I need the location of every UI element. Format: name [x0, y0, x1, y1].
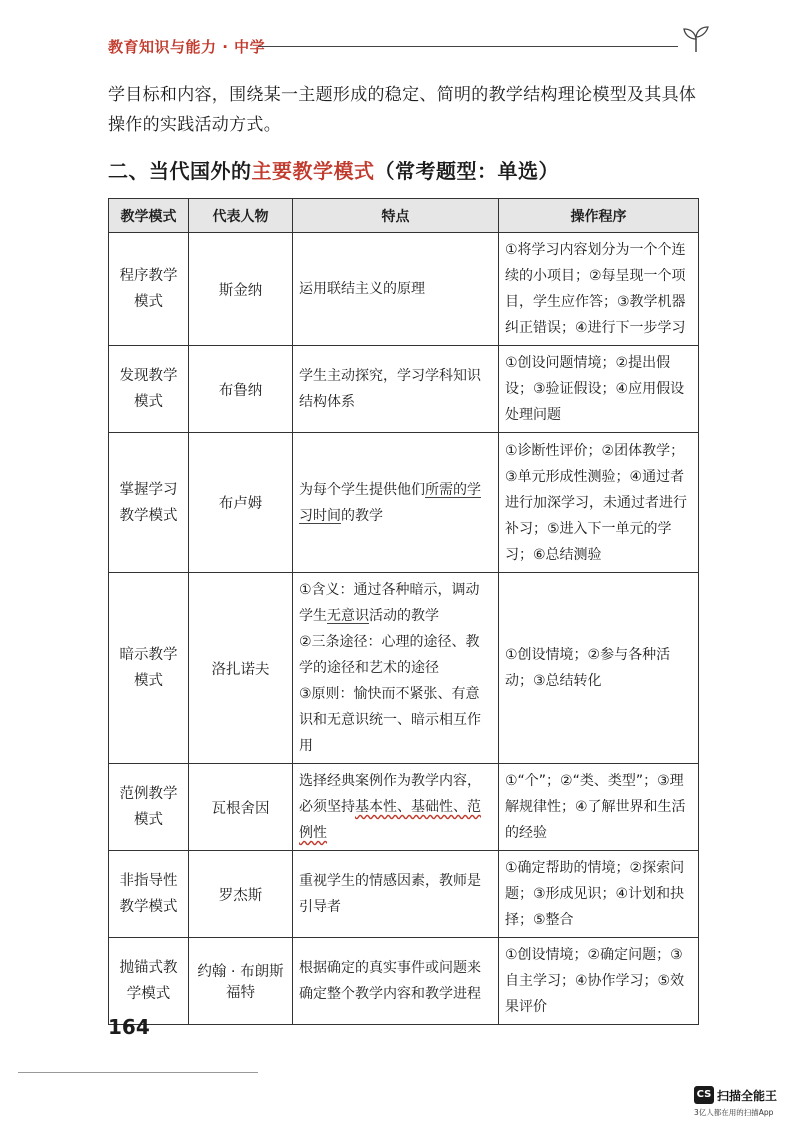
- scanner-watermark: [694, 1086, 794, 1126]
- section-title-prefix: 二、当代国外的: [108, 159, 252, 183]
- table-row: [109, 233, 699, 346]
- feature-text: 活动的教学: [369, 608, 439, 624]
- mode-feature: 运用联结主义的原理: [293, 233, 499, 346]
- representative-person: 瓦根舍因: [189, 764, 293, 851]
- operating-procedure: ①确定帮助的情境；②探索问题；③形成见识；④计划和抉择；⑤整合: [499, 851, 699, 938]
- section-title-highlight: 主要教学模式: [251, 159, 375, 183]
- feature-point: ③原则：愉快而不紧张、有意识和无意识统一、暗示相互作用: [299, 686, 481, 754]
- operating-procedure: ①创设情境；②确定问题；③自主学习；④协作学习；⑤效果评价: [499, 938, 699, 1025]
- page-number: 164: [108, 1015, 150, 1039]
- mode-name: 抛锚式教学模式: [109, 938, 189, 1025]
- column-header-mode: 教学模式: [109, 199, 189, 233]
- column-header-feature: 特点: [293, 199, 499, 233]
- feature-underlined: 无意识: [327, 608, 369, 624]
- column-header-steps: 操作程序: [499, 199, 699, 233]
- mode-feature: [293, 433, 499, 573]
- watermark-name: 扫描全能王: [717, 1089, 778, 1103]
- mode-name: 非指导性教学模式: [109, 851, 189, 938]
- table-row: [109, 764, 699, 851]
- operating-procedure: ①将学习内容划分为一个个连续的小项目；②每呈现一个项目，学生应作答；③教学机器纠正错误；④进行下一步学习: [499, 233, 699, 346]
- table-row: [109, 573, 699, 764]
- running-header: [108, 32, 708, 62]
- mode-name: 范例教学模式: [109, 764, 189, 851]
- header-rule: [258, 46, 678, 47]
- mode-name: 暗示教学模式: [109, 573, 189, 764]
- mode-feature: [293, 764, 499, 851]
- table-row: [109, 851, 699, 938]
- teaching-modes-table: [108, 198, 699, 1025]
- mode-name: 程序教学模式: [109, 233, 189, 346]
- feature-text: 为每个学生提供他们: [299, 481, 425, 498]
- operating-procedure: ①诊断性评价；②团体教学；③单元形成性测验；④通过者进行加深学习，未通过者进行补习；⑤进入下一单元的学习；⑥总结测验: [499, 433, 699, 573]
- intro-paragraph: 学目标和内容，围绕某一主题形成的稳定、简明的教学结构理论模型及其具体操作的实践活动方式。: [108, 85, 697, 135]
- representative-person: 斯金纳: [189, 233, 293, 346]
- feature-underlined: 所需的学习时间: [299, 481, 481, 524]
- feature-point: ②三条途径：心理的途径、教学的途径和艺术的途径: [299, 634, 480, 676]
- feature-point: [299, 577, 492, 629]
- column-header-person: 代表人物: [189, 199, 293, 233]
- header-title: 教育知识与能力 · 中学: [108, 38, 266, 56]
- table-row: [109, 433, 699, 573]
- table-row: [109, 938, 699, 1025]
- feature-wavy-underlined: 基本性、基础性、范例性: [299, 799, 481, 841]
- representative-person: 洛扎诺夫: [189, 573, 293, 764]
- section-title-suffix: （常考题型：单选）: [374, 159, 559, 183]
- mode-feature: 重视学生的情感因素，教师是引导者: [293, 851, 499, 938]
- sprout-icon: [680, 24, 712, 54]
- footer-rule: [18, 1072, 258, 1073]
- feature-text: 选择经典案例作为教学内容，必须坚持: [299, 773, 481, 815]
- feature-text: 的教学: [341, 507, 383, 524]
- representative-person: 布鲁纳: [189, 346, 293, 433]
- mode-name: 掌握学习教学模式: [109, 433, 189, 573]
- representative-person: 布卢姆: [189, 433, 293, 573]
- mode-feature: 根据确定的真实事件或问题来确定整个教学内容和教学进程: [293, 938, 499, 1025]
- table-row: [109, 346, 699, 433]
- operating-procedure: ①创设问题情境；②提出假设；③验证假设；④应用假设处理问题: [499, 346, 699, 433]
- watermark-tagline: 3亿人都在用的扫描App: [694, 1108, 774, 1117]
- feature-text: ①含义：通过各种暗示，调动学生: [299, 582, 480, 624]
- table-header-row: [109, 199, 699, 233]
- operating-procedure: ①“个”；②“类、类型”；③理解规律性；④了解世界和生活的经验: [499, 764, 699, 851]
- representative-person: 约翰 · 布朗斯福特: [189, 938, 293, 1025]
- mode-name: 发现教学模式: [109, 346, 189, 433]
- camscanner-logo-icon: CS: [694, 1086, 714, 1104]
- mode-feature: 学生主动探究，学习学科知识结构体系: [293, 346, 499, 433]
- section-title: [108, 155, 708, 184]
- operating-procedure: ①创设情境；②参与各种活动；③总结转化: [499, 573, 699, 764]
- mode-feature: [293, 573, 499, 764]
- representative-person: 罗杰斯: [189, 851, 293, 938]
